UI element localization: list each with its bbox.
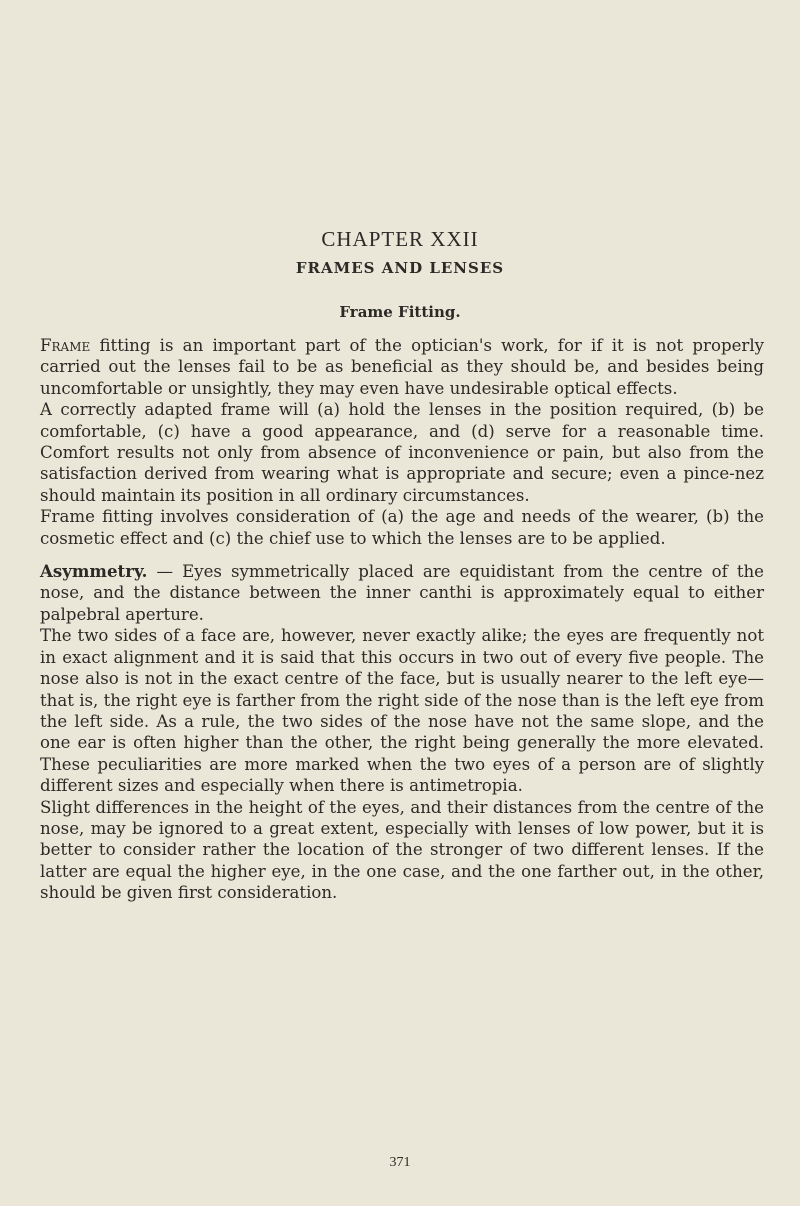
section-title: FRAMES AND LENSES [295,259,505,277]
subheading: Frame Fitting. [339,303,461,321]
paragraph-1 [40,335,764,399]
paragraph-4 [40,561,764,625]
paragraph-4-heading: Asymmetry. [40,561,148,582]
paragraph-2: A correctly adapted frame will (a) hold the lenses in the position required, (b) be comfortable, (c) have a good appearance, and (d) serve for a reasonable time. Comfort results not only from absence of inconvenience or pain, but also from the satisfaction derived from wearing what is appropriate and secure; even a pince-nez should maintain its position in all ordinary circumstances. [40,400,764,505]
paragraph-5: The two sides of a face are, however, never exactly alike; the eyes are frequently not in exact alignment and it is said that this occurs in two out of every five people. The nose also is not in the exact centre of the face, but is usually nearer to the left eye—that is, the right eye is farther from the right side of the nose than is the left eye from the left side. As a rule, the two sides of the nose have not the same slope, and the one ear is often higher than the other, the right being generally the more elevated. These peculiarities are more marked when the two eyes of a person are of slightly different sizes and especially when there is antimetropia. [40,626,764,796]
body-text [40,335,764,904]
chapter-heading: CHAPTER XXII [321,227,479,251]
page-number: 371 [389,1155,411,1170]
paragraph-4-rest: — Eyes symmetrically placed are equidistant from the centre of the nose, and the distance between the inner canthi is approximately equal to either palpebral aperture. [40,562,764,624]
paragraph-3: Frame fitting involves consideration of (a) the age and needs of the wearer, (b) the cosmetic effect and (c) the chief use to which the lenses are to be applied. [40,507,764,548]
paragraph-1-rest: fitting is an important part of the optician's work, for if it is not properly carried out the lenses fail to be as beneficial as they should be, and besides being uncomfortable or unsightly, they may even have undesirable optical effects. [40,336,764,398]
paragraph-1-lead: Frame [40,336,91,355]
paragraph-6: Slight differences in the height of the eyes, and their distances from the centre of the nose, may be ignored to a great extent, especially with lenses of low power, but it is better to consider rather the location of the stronger of two different lenses. If the latter are equal the higher eye, in the one case, and the one farther out, in the other, should be given first consideration. [40,797,764,903]
